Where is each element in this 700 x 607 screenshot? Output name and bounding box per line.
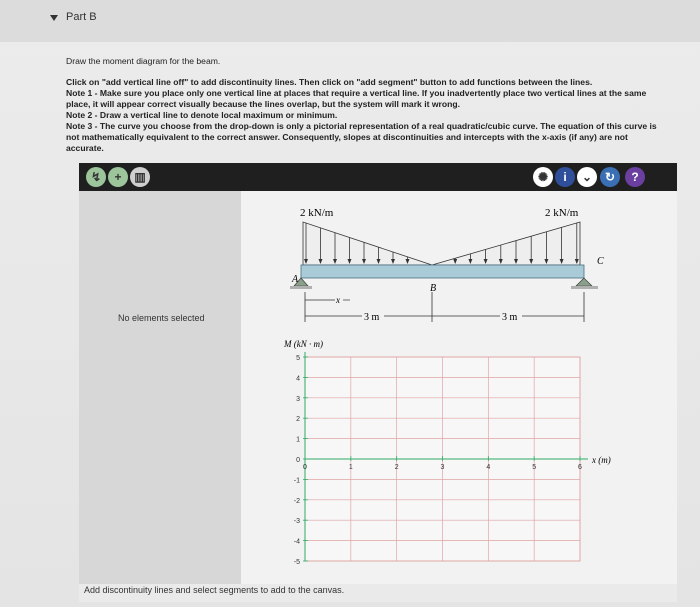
beam [301, 265, 584, 278]
instruction-line-5: Note 3 - The curve you choose from the drop-down is only a pictorial representation of a real quadratic/cubic curve. The equation of this curve is [66, 121, 657, 131]
status-message: Add discontinuity lines and select segments to add to the canvas. [84, 585, 345, 595]
y-tick-label: 2 [296, 416, 300, 424]
part-title: Part B [66, 11, 97, 23]
instruction-line-3: place, it will appear correct visually because the lines overlap, but the system will mark it wrong. [66, 99, 461, 109]
reset-icon[interactable]: ↻ [600, 167, 620, 187]
load-left-triangle [303, 222, 432, 265]
y-tick-label: 1 [296, 436, 300, 444]
support-a-ground [290, 286, 312, 289]
x-tick-label: 6 [578, 464, 582, 471]
bulb-icon[interactable]: ✺ [533, 167, 553, 187]
load-right-label: 2 kN/m [545, 207, 579, 219]
instruction-line-7: accurate. [66, 143, 104, 153]
x-tick-label: 5 [532, 464, 537, 471]
span-1-label: 3 m [364, 312, 380, 323]
instruction-intro: Draw the moment diagram for the beam. [66, 56, 221, 66]
beam-figure [290, 207, 604, 323]
add-line-icon[interactable]: ↯ [86, 167, 106, 187]
trash-icon[interactable]: ▥ [130, 167, 150, 187]
y-tick-label: -4 [293, 538, 300, 546]
load-left-label: 2 kN/m [300, 207, 334, 219]
load-right-triangle [432, 222, 580, 265]
y-tick-label: -5 [293, 559, 300, 566]
dropdown-icon[interactable]: ⌄ [577, 167, 597, 187]
instruction-line-1: Click on "add vertical line off" to add discontinuity lines. Then click on "add segment" button to add functions between the lines. [66, 77, 593, 87]
x-variable: x [336, 295, 340, 305]
roller-support-c [576, 278, 592, 286]
info-icon[interactable]: i [555, 167, 575, 187]
x-tick-label: 0 [303, 464, 307, 471]
x-tick-label: 1 [348, 464, 353, 471]
support-c-ground [571, 286, 598, 289]
y-tick-label: 5 [296, 355, 300, 362]
no-selection-text: No elements selected [118, 313, 205, 323]
instruction-line-6: not mathematically equivalent to the correct answer. Consequently, slopes at discontinuities and intercepts with the x-axis (if any) are not [66, 132, 628, 142]
chart-grid [305, 352, 588, 561]
x-tick-label: 2 [394, 464, 399, 471]
y-tick-label: 3 [296, 395, 300, 403]
y-tick-label: -2 [293, 497, 300, 505]
x-axis-label: x (m) [592, 455, 611, 465]
label-b: B [430, 283, 437, 294]
y-tick-label: -1 [293, 477, 300, 485]
y-tick-label: -3 [293, 518, 300, 526]
x-tick-label: 4 [486, 464, 491, 471]
y-tick-label: 4 [296, 375, 300, 383]
label-c: C [597, 256, 604, 267]
y-tick-label: 0 [296, 457, 300, 464]
instruction-line-2: Note 1 - Make sure you place only one vertical line at places that require a vertical line. If you inadvertently place two vertical lines at the same [66, 88, 647, 98]
label-a: A [292, 274, 299, 285]
y-axis-label: M (kN · m) [284, 339, 323, 349]
span-2-label: 3 m [502, 312, 518, 323]
x-tick-label: 3 [440, 464, 445, 471]
instruction-line-4: Note 2 - Draw a vertical line to denote local maximum or minimum. [66, 110, 338, 120]
add-segment-icon[interactable]: + [108, 167, 128, 187]
help-icon[interactable]: ? [625, 167, 645, 187]
moment-chart[interactable] [283, 339, 611, 566]
